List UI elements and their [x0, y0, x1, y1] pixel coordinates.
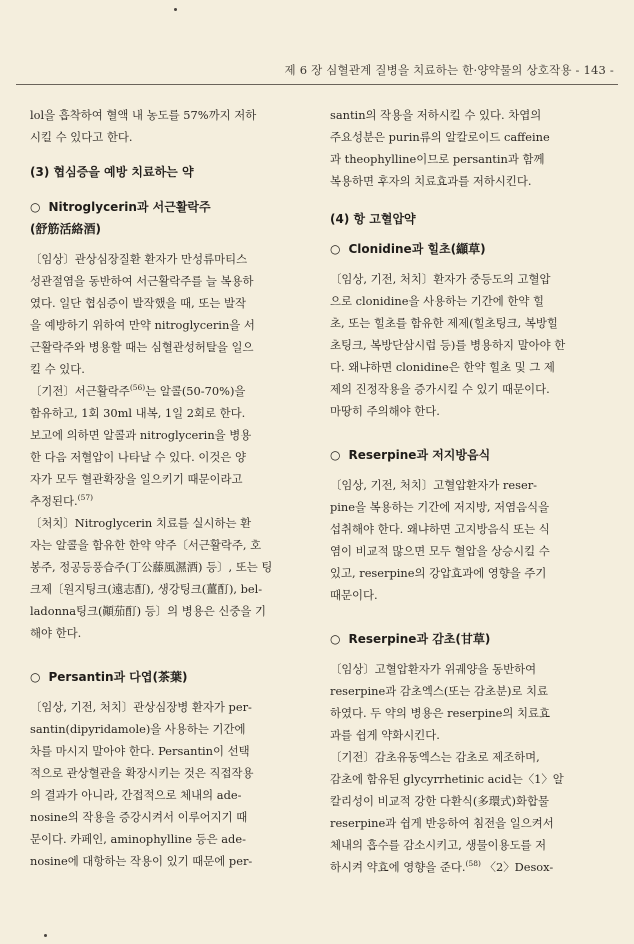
- circle-bullet-icon: ○: [330, 448, 341, 462]
- licorice-mechanism-b: 〈2〉Desox-: [480, 860, 554, 874]
- paragraph-persantin-continued: santin의 작용을 저하시킬 수 있다. 차엽의 주요성분은 purin류의 알칼로이드 caffeine 과 theophylline이므로 persantin과 함께 복용하면 후자의 치료효과를 저하시킨다.: [330, 108, 550, 188]
- left-column: [30, 104, 306, 872]
- mechanism-text-a: 〔기전〕서근활락주: [30, 384, 130, 398]
- scan-dot-top: [174, 8, 177, 11]
- circle-bullet-icon: ○: [330, 632, 341, 646]
- circle-bullet-icon: ○: [30, 670, 41, 684]
- reference-57: (57): [77, 493, 94, 503]
- subheading-nitroglycerin-text: Nitroglycerin과 서근활락주 (舒筋活絡酒): [30, 200, 211, 236]
- subheading-reserpine-licorice-text: Reserpine과 감초(甘草): [348, 632, 491, 646]
- paragraph-nitro-treatment: 〔처치〕Nitroglycerin 치료를 실시하는 환 자는 알콜을 함유한 한약 약주〔서근활락주, 호 봉주, 정공등풍습주(丁公藤風濕酒) 등〕, 또는 팅 크제〔원지팅크(遠志酊), 생강팅크(薑酊), bel- ladonna팅크(顚茄酊) 등〕의 병용은 신중을 기 해야 한다.: [30, 516, 273, 640]
- paragraph-licorice-clinical: 〔임상〕고혈압환자가 위궤양을 동반하여 reserpine과 감초엑스(또는 감초분)로 치료 하였다. 두 약의 병용은 reserpine의 치료효 과를 쉽게 약화시킨다.: [330, 662, 550, 742]
- subheading-clonidine-text: Clonidine과 힐초(纈草): [348, 242, 486, 256]
- circle-bullet-icon: ○: [330, 242, 341, 256]
- right-column: [330, 104, 612, 878]
- circle-bullet-icon: ○: [30, 200, 41, 214]
- paragraph-reserpine-lowfat: 〔임상, 기전, 처치〕고혈압환자가 reser- pine을 복용하는 기간에 저지방, 저염음식을 섭취해야 한다. 왜냐하면 고지방음식 또는 식 염이 비교적 많으면 모두 혈압을 상승시킬 수 있고, reserpine의 강압효과에 영향을 주기 때문이다.: [330, 478, 550, 602]
- paragraph-nitro-mechanism: [30, 380, 306, 512]
- section-heading-angina: (3) 협심증을 예방 치료하는 약: [30, 165, 194, 179]
- header-rule: [16, 84, 618, 85]
- subheading-nitroglycerin: [30, 196, 306, 240]
- paragraph-licorice-mechanism: [330, 746, 612, 878]
- paragraph-continuation: lol을 흡착하여 혈액 내 농도를 57%까지 저하 시킬 수 있다고 한다.: [30, 108, 257, 144]
- subheading-reserpine-lowfat: [330, 444, 612, 466]
- subheading-persantin: [30, 666, 306, 688]
- subheading-reserpine-licorice: [330, 628, 612, 650]
- paragraph-persantin: 〔임상, 기전, 처치〕관상심장병 환자가 per- santin(dipyridamole)을 사용하는 기간에 차를 마시지 말아야 한다. Persantin이 선택 적으로 관상혈관을 확장시키는 것은 직접작용 의 결과가 아니라, 간접적으로 체내의 ade- nosine의 작용을 증강시켜서 이루어지기 때 문이다. 카페인, aminophylline 등은 ade- nosine에 대항하는 작용이 있기 때문에 per-: [30, 700, 254, 868]
- subheading-persantin-text: Persantin과 다엽(茶葉): [48, 670, 188, 684]
- subheading-clonidine: [330, 238, 612, 260]
- reference-58: (58): [465, 859, 481, 869]
- running-header: 제 6 장 심혈관계 질병을 치료하는 한·양약물의 상호작용 - 143 -: [284, 63, 614, 77]
- licorice-mechanism-a: 〔기전〕감초유동엑스는 감초로 제조하며, 감초에 함유된 glycyrrhetinic acid는〈1〉알 칼리성이 비교적 강한 다환식(多環式)화합물 reserpine과 쉽게 반응하여 침전을 일으켜서 체내의 흡수를 감소시키고, 생물이용도를 저 하시켜 약효에 영향을 준다.: [330, 750, 564, 874]
- paragraph-nitro-clinical: 〔임상〕관상심장질환 환자가 만성류마티스 성관절염을 동반하여 서근활락주를 늘 복용하 였다. 일단 협심증이 발작했을 때, 또는 발작 을 예방하기 위하여 만약 nitroglycerin을 서 근활락주와 병용할 때는 심혈관성허탈을 일으 킬 수 있다.: [30, 252, 255, 376]
- reference-56: (56): [129, 383, 146, 393]
- section-heading-antihypertensive: (4) 항 고혈압약: [330, 212, 416, 226]
- subheading-reserpine-lowfat-text: Reserpine과 저지방음식: [348, 448, 491, 462]
- paragraph-clonidine: 〔임상, 기전, 처치〕환자가 중등도의 고혈압 으로 clonidine을 사용하는 기간에 한약 힐 초, 또는 힐초를 함유한 제제(힐초팅크, 복방힐 초팅크, 복방단삼시럽 등)를 병용하지 말아야 한 다. 왜냐하면 clonidine은 한약 힐초 및 그 제 제의 진정작용을 증가시킬 수 있기 때문이다. 마땅히 주의해야 한다.: [330, 272, 566, 418]
- scan-dot-bottom: [44, 934, 47, 937]
- mechanism-text-b: 는 알콜(50-70%)을 함유하고, 1회 30ml 내복, 1일 2회로 한다. 보고에 의하면 알콜과 nitroglycerin을 병용 한 다음 저혈압이 나타날 수 있다. 이것은 양 자가 모두 혈관확장을 일으키기 때문이라고 추정된다.: [30, 384, 252, 508]
